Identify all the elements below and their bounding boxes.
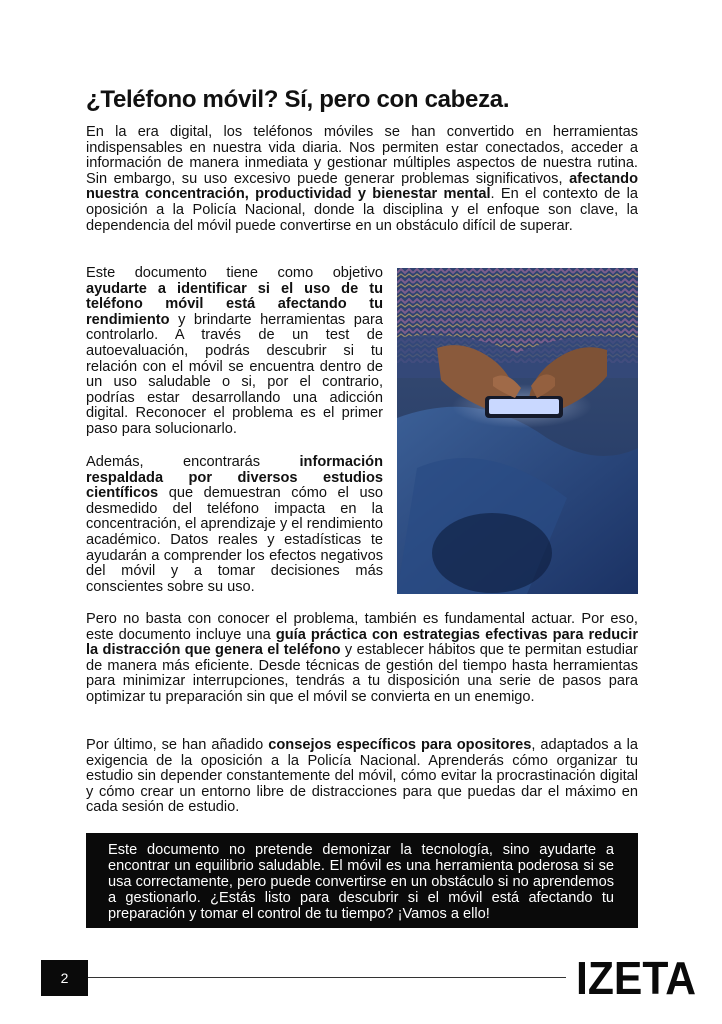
footer-divider bbox=[88, 977, 566, 978]
phone-hands-photo bbox=[397, 268, 638, 594]
bold-text-run: información respaldada por diversos estudios científicos bbox=[86, 454, 383, 502]
text-run: y brindarte herramientas para controlarlo. A través de un test de autoevaluación, podrás descubrir si tu relación con el móvil se encuentra dentro de un uso saludable o si, por el contrario, podrías estar desarrollando una adicción digital. Reconocer el problema es el primer paso para solucionarlo. bbox=[86, 311, 383, 437]
guide-paragraph bbox=[86, 612, 638, 706]
izeta-logo bbox=[576, 957, 696, 997]
studies-paragraph bbox=[86, 455, 383, 595]
bold-text-run: afectando nuestra concentración, productividad y bienestar mental bbox=[86, 170, 638, 203]
text-run: Pero no basta con conocer el problema, también es fundamental actuar. Por eso, este documento incluye una bbox=[86, 611, 638, 643]
text-run: , adaptados a la exigencia de la oposición a la Policía Nacional. Aprenderás cómo organizar tu estudio sin depender constantemente del móvil, cómo evitar la procrastinación digital y cómo crear un entorno libre de distracciones para que puedas dar el máximo en cada sesión de estudio. bbox=[86, 737, 638, 816]
svg-text:IZETA: IZETA bbox=[576, 957, 696, 997]
page-number: 2 bbox=[41, 960, 88, 996]
page-title: ¿Teléfono móvil? Sí, pero con cabeza. bbox=[86, 86, 510, 113]
bold-text-run: guía práctica con estrategias efectivas para reducir la distracción que genera el teléfono bbox=[86, 626, 638, 659]
intro-paragraph bbox=[86, 125, 638, 234]
text-run: que demuestran cómo el uso desmedido del teléfono impacta en la concentración, el aprendizaje y el rendimiento académico. Datos reales y estadísticas te ayudarán a comprender los efectos negativos del móvil y a tomar decisiones más conscientes sobre su uso. bbox=[86, 485, 383, 595]
bold-text-run: ayudarte a identificar si el uso de tu teléfono móvil está afectando tu rendimiento bbox=[86, 280, 383, 328]
text-run: Este documento tiene como objetivo bbox=[86, 265, 383, 281]
bold-text-run: consejos específicos para opositores bbox=[268, 737, 532, 753]
callout-box bbox=[86, 833, 638, 928]
objective-paragraph bbox=[86, 266, 383, 438]
tips-paragraph bbox=[86, 738, 638, 816]
text-run: y establecer hábitos que te permitan estudiar de manera más eficiente. Desde técnicas de gestión del tiempo hasta herramientas para minimizar interrupciones, tendrás a tu disposición una serie de pasos para optimizar tu preparación sin que el móvil se convierta en un enemigo. bbox=[86, 642, 638, 705]
text-run: . En el contexto de la oposición a la Policía Nacional, donde la disciplina y el enfoque son clave, la dependencia del móvil puede convertirse en un obstáculo difícil de superar. bbox=[86, 186, 638, 234]
text-run: Por último, se han añadido bbox=[86, 737, 269, 753]
text-run: En la era digital, los teléfonos móviles se han convertido en herramientas indispensables en nuestra vida diaria. Nos permiten estar conectados, acceder a información de manera inmediata y gestionar múltiples aspectos de nuestra rutina. Sin embargo, su uso excesivo puede generar problemas significativos, bbox=[86, 124, 638, 187]
callout-text: Este documento no pretende demonizar la tecnología, sino ayudarte a encontrar un equilibrio saludable. El móvil es una herramienta poderosa si se usa correctamente, pero puede convertirse en un obstáculo si no aprendemos a gestionarlo. ¿Estás listo para descubrir si el móvil está afectando tu preparación y tomar el control de tu tiempo? ¡Vamos a ello! bbox=[108, 842, 614, 922]
text-run: Además, encontrarás bbox=[86, 454, 300, 470]
